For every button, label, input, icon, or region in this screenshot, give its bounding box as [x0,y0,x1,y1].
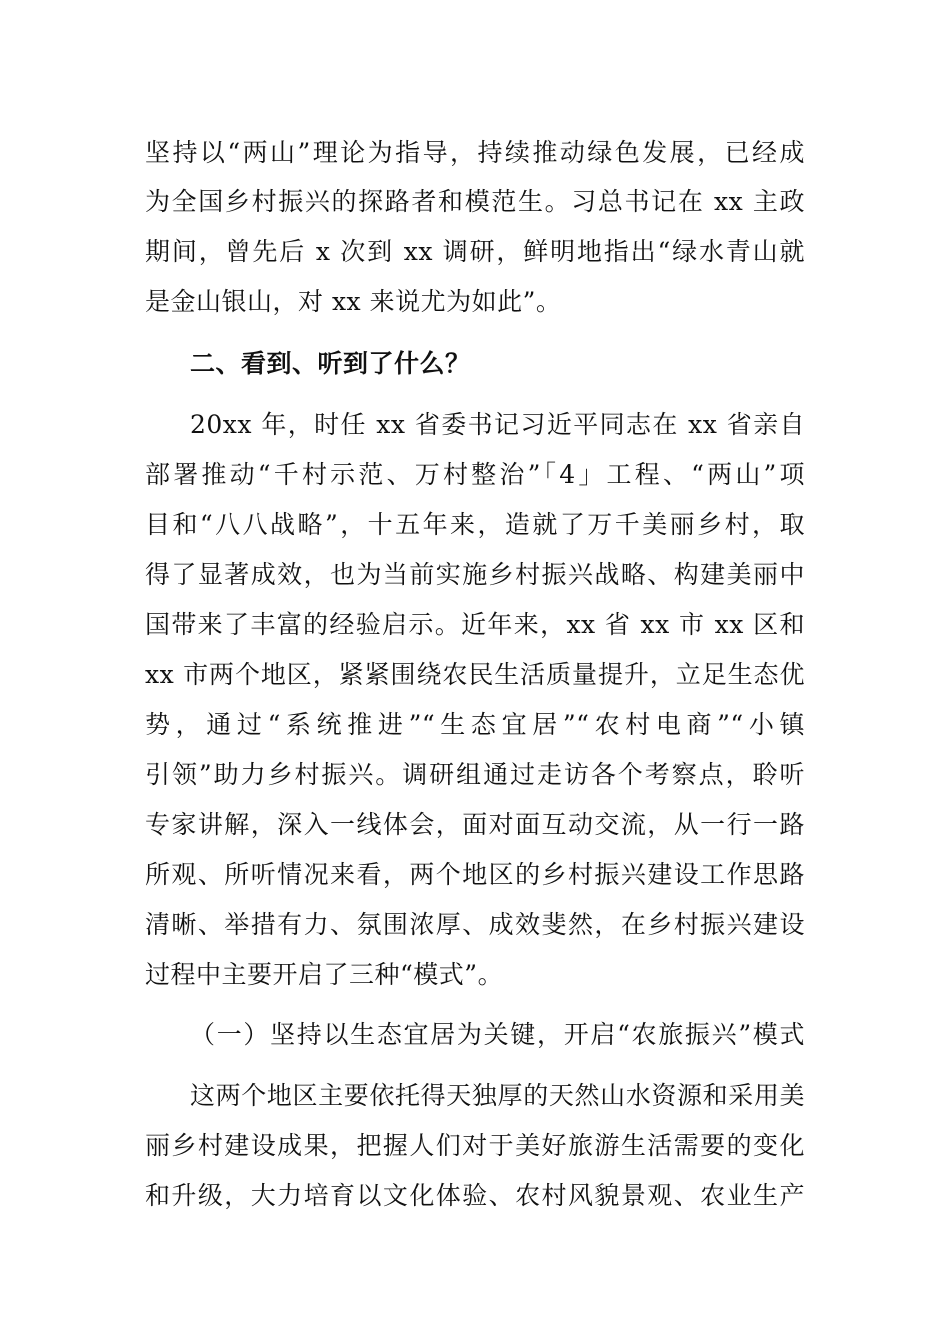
paragraph-1-line-3: 期间，曾先后 x 次到 xx 调研，鲜明地指出“绿水青山就 [145,237,805,266]
paragraph-2-line-7: 势，通过“系统推进”“生态宜居”“农村电商”“小镇 [145,710,805,739]
paragraph-2-line-10: 所观、所听情况来看，两个地区的乡村振兴建设工作思路 [145,860,805,889]
paragraph-2-line-3: 目和“八八战略”，十五年来，造就了万千美丽乡村，取 [145,510,805,539]
paragraph-2-line-8: 引领”助力乡村振兴。调研组通过走访各个考察点，聆听 [145,760,805,789]
paragraph-3-line-1: 这两个地区主要依托得天独厚的天然山水资源和采用美 [190,1081,805,1110]
paragraph-2-line-5: 国带来了丰富的经验启示。近年来，xx 省 xx 市 xx 区和 [145,610,805,639]
paragraph-1-line-1: 坚持以“两山”理论为指导，持续推动绿色发展，已经成 [145,138,805,167]
paragraph-2-line-4: 得了显著成效，也为当前实施乡村振兴战略、构建美丽中 [145,560,805,589]
paragraph-2-line-11: 清晰、举措有力、氛围浓厚、成效斐然，在乡村振兴建设 [145,910,805,939]
paragraph-2-line-6: xx 市两个地区，紧紧围绕农民生活质量提升，立足生态优 [145,660,805,689]
paragraph-1-line-2: 为全国乡村振兴的探路者和模范生。习总书记在 xx 主政 [145,187,805,216]
paragraph-2-line-2: 部署推动“千村示范、万村整治”「4」工程、“两山”项 [145,460,805,489]
paragraph-1-line-4: 是金山银山，对 xx 来说尤为如此”。 [145,287,562,316]
section-heading-2: 二、看到、听到了什么？ [190,349,471,378]
paragraph-2-line-1: 20xx 年，时任 xx 省委书记习近平同志在 xx 省亲自 [190,410,805,439]
paragraph-3-line-2: 丽乡村建设成果，把握人们对于美好旅游生活需要的变化 [145,1131,805,1160]
subsection-heading-1: （一）坚持以生态宜居为关键，开启“农旅振兴”模式 [190,1020,805,1049]
paragraph-2-line-12: 过程中主要开启了三种“模式”。 [145,960,504,989]
paragraph-2-line-9: 专家讲解，深入一线体会，面对面互动交流，从一行一路 [145,810,805,839]
paragraph-3-line-3: 和升级，大力培育以文化体验、农村风貌景观、农业生产 [145,1181,805,1210]
